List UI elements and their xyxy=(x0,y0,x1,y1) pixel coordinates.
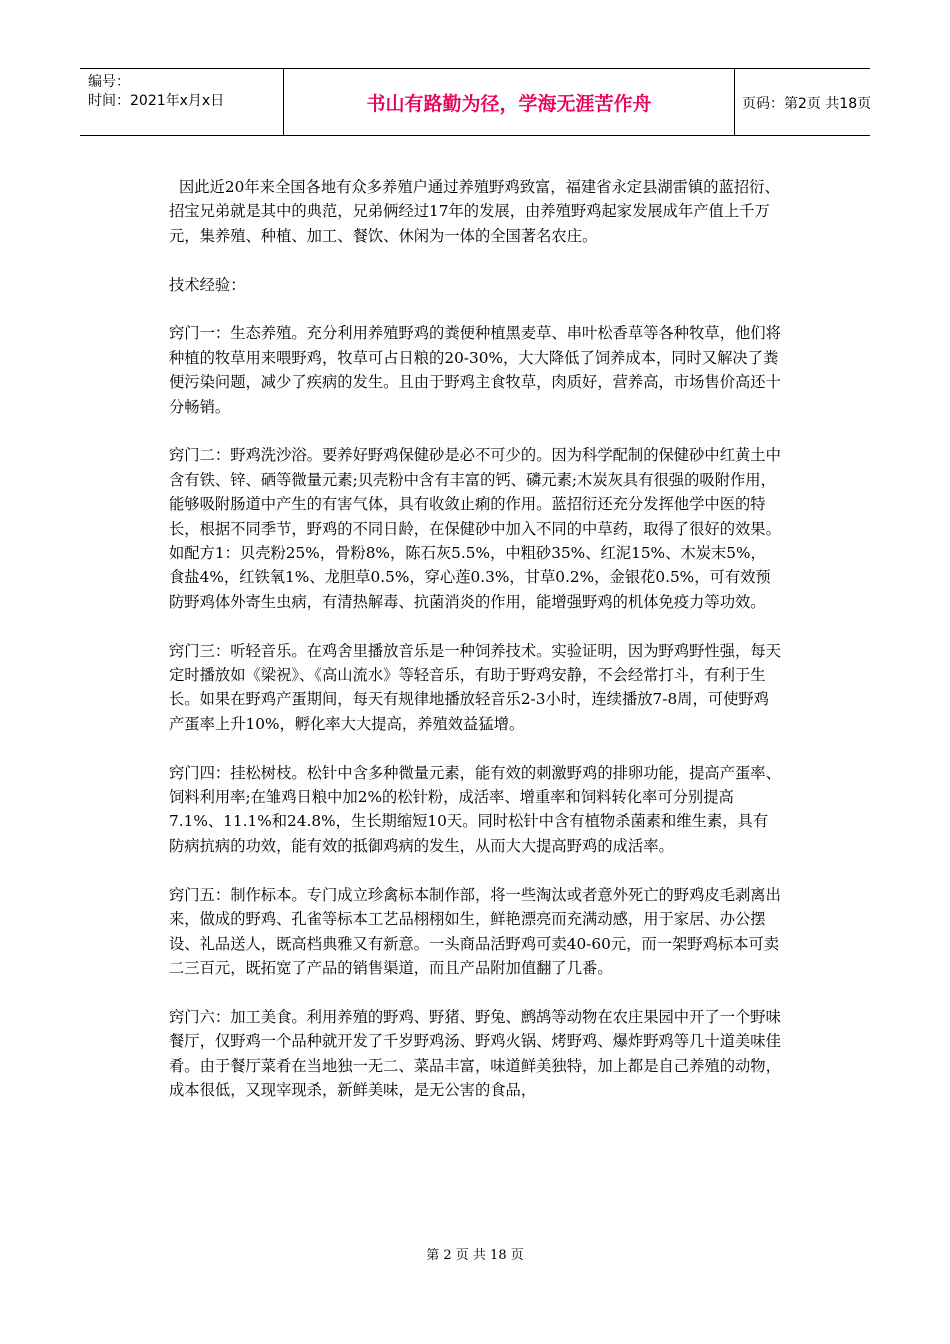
paragraph-tip-3: 窍门三：听轻音乐。在鸡舍里播放音乐是一种饲养技术。实验证明，因为野鸡野性强，每天定时播放如《梁祝》、《高山流水》等轻音乐，有助于野鸡安静，不会经常打斗，有利于生长。如果在野鸡产蛋期间，每天有规律地播放轻音乐2-3小时，连续播放7-8周，可使野鸡产蛋率上升10%，孵化率大大提高，养殖效益猛增。 xyxy=(169,641,781,733)
paragraph-tip-5: 窍门五：制作标本。专门成立珍禽标本制作部，将一些淘汰或者意外死亡的野鸡皮毛剥离出来，做成的野鸡、孔雀等标本工艺品栩栩如生，鲜艳漂亮而充满动感，用于家居、办公摆设、礼品送人，既高档典雅又有新意。一头商品活野鸡可卖40-60元，而一架野鸡标本可卖二三百元，既拓宽了产品的销售渠道，而且产品附加值翻了几番。 xyxy=(169,885,781,977)
document-time-label: 时间：2021年x月x日 xyxy=(88,93,225,109)
document-number-label: 编号： xyxy=(88,74,130,90)
paragraph-tip-6: 窍门六：加工美食。利用养殖的野鸡、野猪、野兔、鹧鸪等动物在农庄果园中开了一个野味餐厅，仅野鸡一个品种就开发了千岁野鸡汤、野鸡火锅、烤野鸡、爆炸野鸡等几十道美味佳肴。由于餐厅菜肴在当地独一无二、菜品丰富，味道鲜美独特，加上都是自己养殖的动物，成本很低，又现宰现杀，新鲜美味，是无公害的食品， xyxy=(169,1007,781,1099)
header-page-info: 页码：第2页 共18页 xyxy=(742,96,872,112)
paragraph-tech-heading: 技术经验： xyxy=(169,275,246,294)
header-motto: 书山有路勤为径，学海无涯苦作舟 xyxy=(284,69,735,135)
document-body xyxy=(169,175,781,1127)
header-meta xyxy=(80,69,284,135)
paragraph-tip-4: 窍门四：挂松树枝。松针中含多种微量元素，能有效的刺激野鸡的排卵功能，提高产蛋率、饲料利用率;在雏鸡日粮中加2%的松针粉，成活率、增重率和饲料转化率可分别提高7.1%、11.1%和24.8%，生长期缩短10天。同时松针中含有植物杀菌素和维生素，具有防病抗病的功效，能有效的抵御鸡病的发生，从而大大提高野鸡的成活率。 xyxy=(169,763,781,855)
page-footer: 第 2 页 共 18 页 xyxy=(426,1248,524,1263)
paragraph-tip-1: 窍门一：生态养殖。充分利用养殖野鸡的粪便种植黑麦草、串叶松香草等各种牧草，他们将种植的牧草用来喂野鸡，牧草可占日粮的20-30%，大大降低了饲养成本，同时又解决了粪便污染问题，减少了疾病的发生。且由于野鸡主食牧草，肉质好，营养高，市场售价高还十分畅销。 xyxy=(169,324,781,416)
paragraph-intro: 因此近20年来全国各地有众多养殖户通过养殖野鸡致富，福建省永定县湖雷镇的蓝招衍、招宝兄弟就是其中的典范，兄弟俩经过17年的发展，由养殖野鸡起家发展成年产值上千万元，集养殖、种植、加工、餐饮、休闲为一体的全国著名农庄。 xyxy=(169,178,780,245)
paragraph-tip-2: 窍门二：野鸡洗沙浴。要养好野鸡保健砂是必不可少的。因为科学配制的保健砂中红黄土中含有铁、锌、硒等微量元素;贝壳粉中含有丰富的钙、磷元素;木炭灰具有很强的吸附作用，能够吸附肠道中产生的有害气体，具有收敛止痢的作用。蓝招衍还充分发挥他学中医的特长，根据不同季节，野鸡的不同日龄，在保健砂中加入不同的中草药，取得了很好的效果。如配方1：贝壳粉25%，骨粉8%，陈石灰5.5%，中粗砂35%、红泥15%、木炭末5%，食盐4%，红铁氧1%、龙胆草0.5%，穿心莲0.3%，甘草0.2%，金银花0.5%，可有效预防野鸡体外寄生虫病，有清热解毒、抗菌消炎的作用，能增强野鸡的机体免疫力等功效。 xyxy=(169,446,781,611)
page-header xyxy=(80,68,870,136)
